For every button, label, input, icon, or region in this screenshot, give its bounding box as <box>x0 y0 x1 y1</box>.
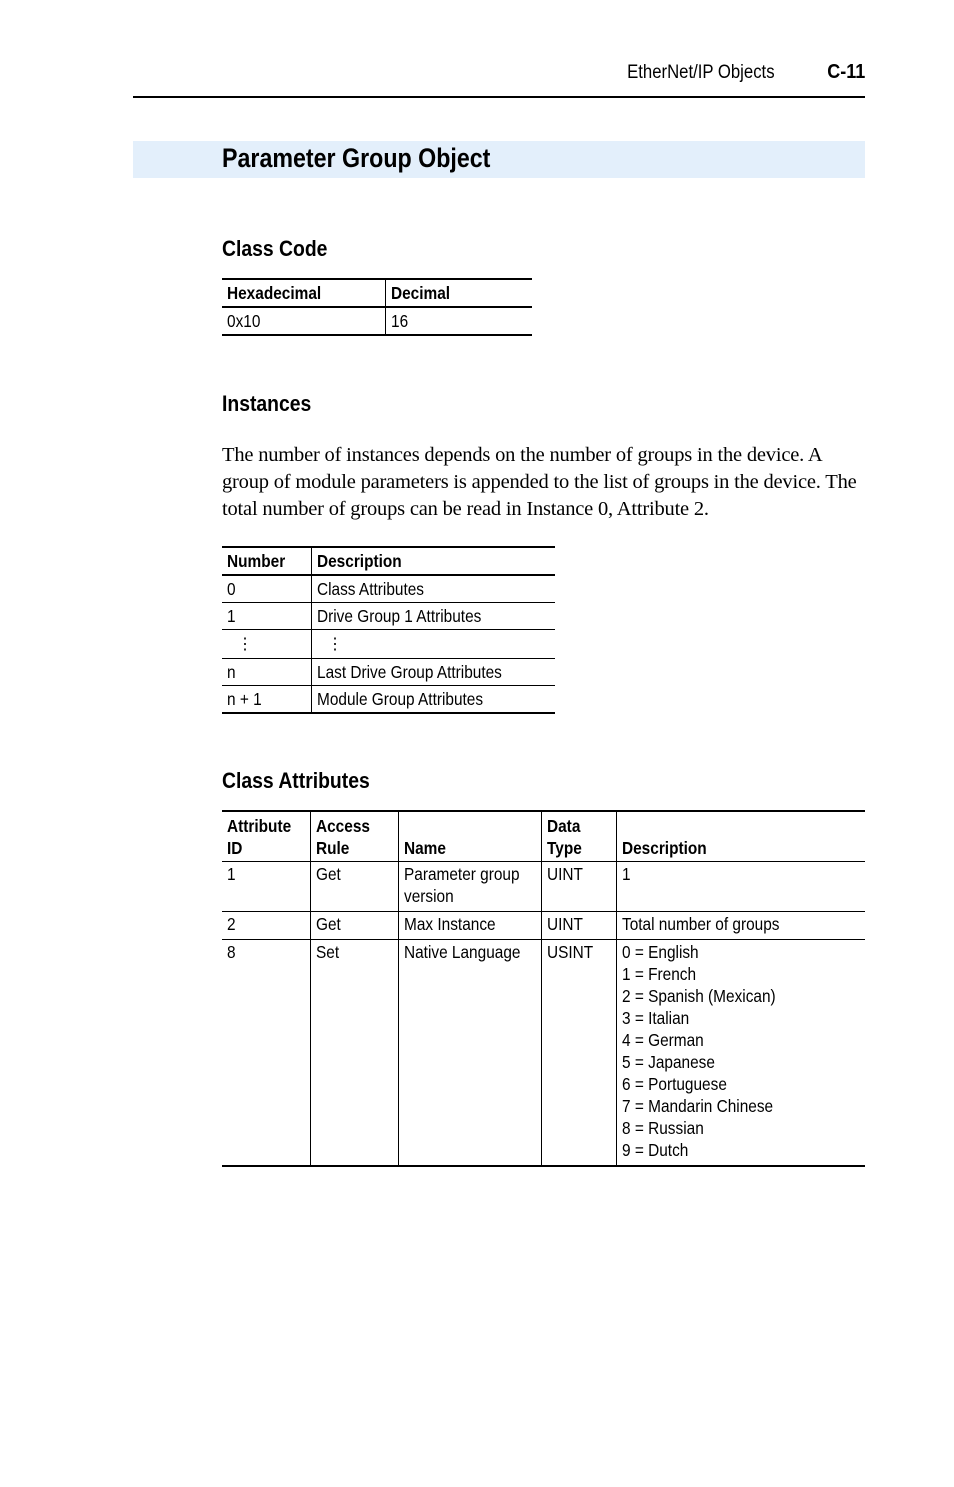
table-header-row <box>222 547 555 575</box>
column-header: Description <box>312 547 556 575</box>
table-cell: Module Group Attributes <box>312 686 556 714</box>
language-option: 2 = Spanish (Mexican) <box>622 986 776 1006</box>
table-cell: Set <box>311 940 399 1167</box>
table-cell: ⋮ <box>222 630 312 659</box>
table-cell <box>617 940 865 1167</box>
table-cell: Drive Group 1 Attributes <box>312 603 556 630</box>
language-option: 7 = Mandarin Chinese <box>622 1096 774 1116</box>
class-attributes-heading: Class Attributes <box>222 768 370 793</box>
table-cell: 1 <box>222 862 311 912</box>
table-cell: Native Language <box>399 940 542 1167</box>
table-cell: 2 <box>222 912 311 940</box>
table-cell: 1 <box>617 862 865 912</box>
table-cell: ⋮ <box>312 630 556 659</box>
column-header: Attribute ID <box>222 811 311 862</box>
table-cell: USINT <box>542 940 617 1167</box>
header-section-title: EtherNet/IP Objects <box>627 62 775 83</box>
title-band <box>133 141 865 178</box>
language-option: 8 = Russian <box>622 1118 705 1138</box>
column-header: Decimal <box>386 279 533 307</box>
language-option: 5 = Japanese <box>622 1052 716 1072</box>
column-header: Data Type <box>542 811 617 862</box>
table-cell: Max Instance <box>399 912 542 940</box>
table-row <box>222 575 555 603</box>
language-option: 0 = English <box>622 942 699 962</box>
column-header: Description <box>617 811 865 862</box>
language-option: 4 = German <box>622 1030 705 1050</box>
table-row <box>222 307 532 335</box>
language-option: 1 = French <box>622 964 697 984</box>
table-header-row <box>222 811 865 862</box>
table-cell: 16 <box>391 311 409 331</box>
table-row <box>222 659 555 686</box>
table-cell: Class Attributes <box>312 575 556 603</box>
table-cell: Parameter group version <box>399 862 542 912</box>
table-row <box>222 912 865 940</box>
class-code-table <box>222 278 532 336</box>
table-cell: n <box>222 659 312 686</box>
instances-heading: Instances <box>222 391 312 416</box>
table-row <box>222 862 865 912</box>
column-header: Number <box>222 547 312 575</box>
instances-table <box>222 546 555 714</box>
table-cell: n + 1 <box>222 686 312 714</box>
language-option: 3 = Italian <box>622 1008 690 1028</box>
language-option: 6 = Portuguese <box>622 1074 728 1094</box>
page-number: C-11 <box>826 61 865 83</box>
table-cell: Last Drive Group Attributes <box>312 659 556 686</box>
table-cell: Total number of groups <box>617 912 865 940</box>
table-cell: 0x10 <box>222 307 386 335</box>
page-title: Parameter Group Object <box>222 143 491 173</box>
table-cell: Get <box>311 912 399 940</box>
column-header: Access Rule <box>311 811 399 862</box>
table-cell: 0 <box>222 575 312 603</box>
class-code-heading: Class Code <box>222 236 328 261</box>
table-row-ellipsis <box>222 630 555 659</box>
table-cell: 1 <box>222 603 312 630</box>
running-header <box>133 58 865 98</box>
table-cell: UINT <box>542 912 617 940</box>
table-row <box>222 603 555 630</box>
instances-paragraph: The number of instances depends on the number of groups in the device. A group of module parameters is appended to the list of groups in the device. The total number of groups can be read in Instance 0, Attribute 2. <box>222 444 857 520</box>
language-option: 9 = Dutch <box>622 1140 689 1160</box>
class-attributes-table <box>222 810 865 1167</box>
column-header: Name <box>399 811 542 862</box>
table-row <box>222 686 555 714</box>
table-cell: UINT <box>542 862 617 912</box>
table-row <box>222 940 865 1167</box>
table-cell: 8 <box>222 940 311 1167</box>
column-header: Hexadecimal <box>222 279 386 307</box>
table-cell: Get <box>311 862 399 912</box>
table-header-row <box>222 279 532 307</box>
